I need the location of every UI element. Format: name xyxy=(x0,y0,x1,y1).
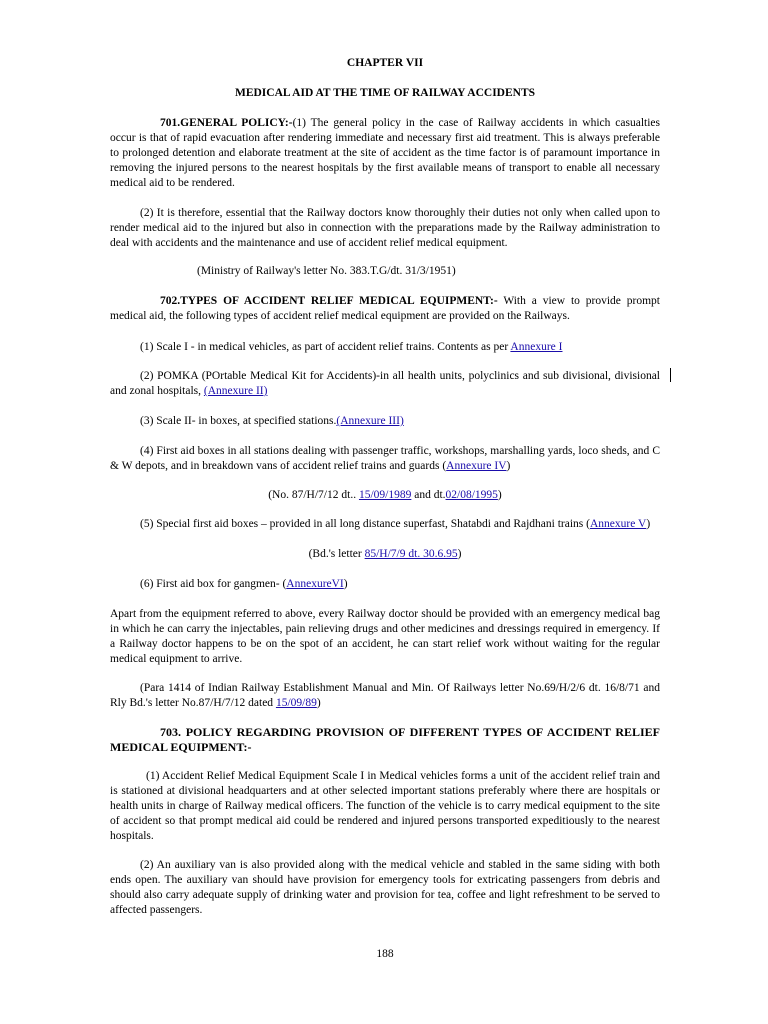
section-701-para-1-text: (1) The general policy in the case of Railway accidents in which casualties occur is that of rapid evacuation after rendering immediate and necessary first aid treatment. This is always preferable to prolonged detention and elaborate treatment at the site of accident as the time factor is of paramount importance in removing the injured persons to the nearest hospitals by the first available means of transport to enable all necessary medical aid to be rendered. xyxy=(110,117,660,189)
letter-1989-link[interactable]: 15/09/1989 xyxy=(358,489,412,501)
para-1414-reference xyxy=(110,681,660,711)
letter-1989-board-link[interactable]: 15/09/89 xyxy=(275,697,317,709)
letter-1995-link[interactable]: 02/08/1995 xyxy=(445,489,498,501)
list-item-2 xyxy=(110,369,660,399)
para-1414-text: (Para 1414 of Indian Railway Establishment Manual and Min. Of Railways letter No.69/H/2/6 dt. 16/8/71 and Rly Bd.'s letter No.87/H/7/12 dated xyxy=(110,682,660,709)
page-title: MEDICAL AID AT THE TIME OF RAILWAY ACCIDENTS xyxy=(234,87,536,99)
list-item-6 xyxy=(110,577,660,592)
page-number: 188 xyxy=(376,948,394,960)
list-item-2-text: (2) POMKA (POrtable Medical Kit for Accidents)-in all health units, polyclinics and sub divisional, divisional and zonal hospitals, xyxy=(110,370,660,397)
ref5-text-a: (Bd.'s letter xyxy=(308,548,365,560)
para-1414-end: ) xyxy=(316,697,321,709)
ref4-text-a: (No. 87/H/7/12 dt.. xyxy=(268,489,359,501)
annexure-5-link[interactable]: Annexure V xyxy=(590,518,647,530)
list-item-4-end: ) xyxy=(506,460,511,472)
section-703-para-1: (1) Accident Relief Medical Equipment Scale I in Medical vehicles forms a unit of the accident relief train and is stationed at divisional headquarters and at other selected important stations preferably where there are hospitals or health units in charge of Railway medical officers. The function of the vehicle is to carry medical equipment to the site of accident so that prompt medical aid could be rendered and injured persons transported expeditiously to the nearest hospitals. xyxy=(110,770,660,842)
section-701-heading: 701.GENERAL POLICY:- xyxy=(160,117,293,129)
ref4-text-c: ) xyxy=(497,489,502,501)
list-item-5 xyxy=(110,517,660,532)
annexure-1-link[interactable]: Annexure I xyxy=(510,341,563,353)
letter-1995-board-link[interactable]: 85/H/7/9 dt. 30.6.95 xyxy=(364,548,458,560)
list-item-6-text: (6) First aid box for gangmen- ( xyxy=(140,578,287,590)
annexure-4-link[interactable]: Annexure IV xyxy=(446,460,507,472)
section-701-para-1 xyxy=(110,116,660,191)
section-702-intro xyxy=(110,294,660,324)
item-4-reference xyxy=(110,488,660,503)
section-702-heading: 702.TYPES OF ACCIDENT RELIEF MEDICAL EQUIPMENT:- xyxy=(160,295,498,307)
annexure-3-link[interactable]: (Annexure III) xyxy=(336,415,404,427)
list-item-5-end: ) xyxy=(646,518,651,530)
ref4-text-b: and dt. xyxy=(411,489,446,501)
list-item-4-text: (4) First aid boxes in all stations dealing with passenger traffic, workshops, marshalling yards, loco sheds, and C & W depots, and in breakdown vans of accident relief trains and guards ( xyxy=(110,445,660,472)
section-703-para-2: (2) An auxiliary van is also provided along with the medical vehicle and stabled in the same siding with both ends open. The auxiliary van should have provision for emergency tools for extricating passengers from debris and should also carry adequate supply of drinking water and provision for tea, coffee and light refreshment to be served to affected passengers. xyxy=(110,859,660,916)
emergency-bag-paragraph: Apart from the equipment referred to above, every Railway doctor should be provided with an emergency medical bag in which he can carry the injectables, pain relieving drugs and other medicines and dressings required in emergency. If a Railway doctor happens to be on the spot of an accident, he can start relief work without waiting for the regular medical equipment to arrive. xyxy=(110,608,660,665)
list-item-5-text: (5) Special first aid boxes – provided in all long distance superfast, Shatabdi and Rajdhani trains ( xyxy=(140,518,590,530)
annexure-6-link[interactable]: AnnexureVI xyxy=(286,578,344,590)
list-item-3 xyxy=(110,414,660,429)
section-701-reference: (Ministry of Railway's letter No. 383.T.G/dt. 31/3/1951) xyxy=(197,265,456,277)
section-701-para-2: (2) It is therefore, essential that the Railway doctors know thoroughly their duties not only when called upon to render medical aid to the injured but also in connection with the preparations made by the Railway administration to deal with accidents and the maintenance and use of accident relief medical equipment. xyxy=(110,207,660,249)
list-item-4 xyxy=(110,444,660,474)
item-5-reference xyxy=(110,547,660,562)
section-702-intro-text: With a view to provide prompt medical aid, the following types of accident relief medical equipment are provided on the Railways. xyxy=(110,295,660,322)
section-703-heading: 703. POLICY REGARDING PROVISION OF DIFFERENT TYPES OF ACCIDENT RELIEF MEDICAL EQUIPMENT:- xyxy=(110,725,660,754)
list-item-3-text: (3) Scale II- in boxes, at specified stations. xyxy=(140,415,337,427)
list-item-1-text: (1) Scale I - in medical vehicles, as part of accident relief trains. Contents as per xyxy=(140,341,511,353)
chapter-heading: CHAPTER VII xyxy=(346,57,424,69)
list-item-1 xyxy=(110,340,660,355)
ref5-text-c: ) xyxy=(457,548,462,560)
text-cursor xyxy=(670,368,671,382)
list-item-6-end: ) xyxy=(343,578,348,590)
annexure-2-link[interactable]: (Annexure II) xyxy=(203,385,268,397)
